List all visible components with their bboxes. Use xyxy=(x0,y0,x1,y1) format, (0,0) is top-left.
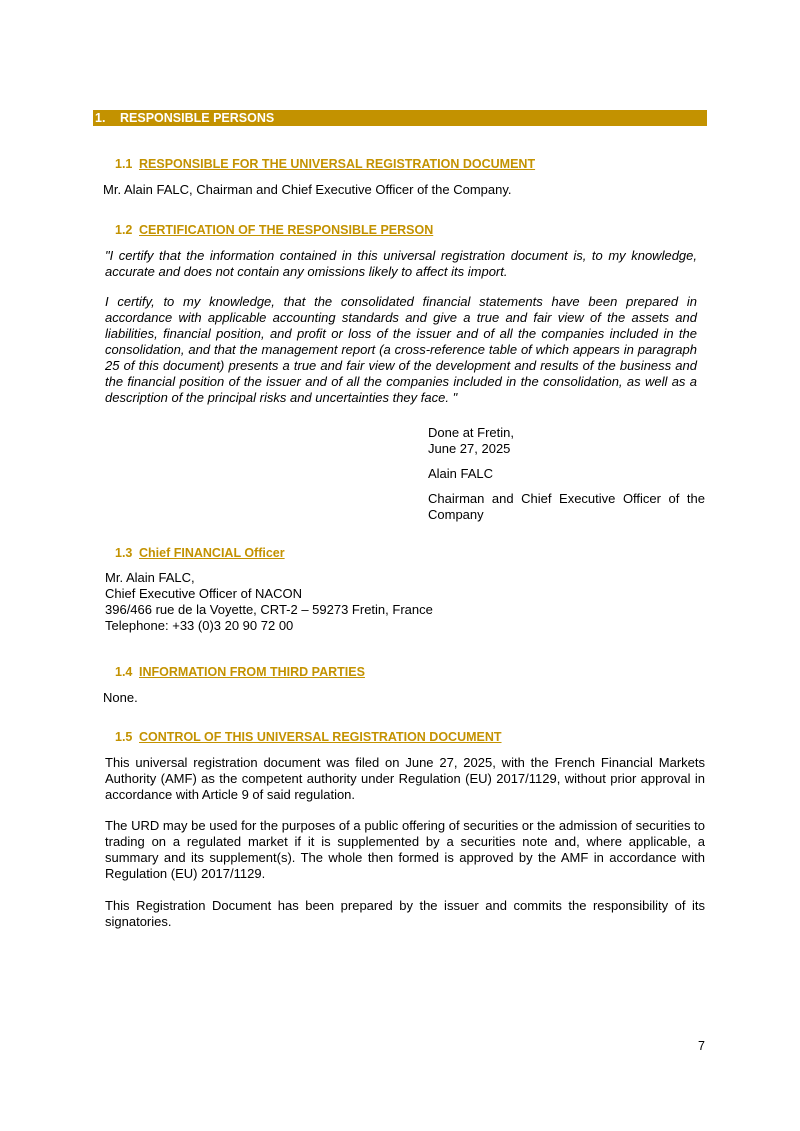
control-paragraph-1: This universal registration document was filed on June 27, 2025, with the French Financial Markets Authority (AMF) as the competent authority under Regulation (EU) 2017/1129, without prior approval in accordance with Article 9 of said regulation. xyxy=(105,755,705,802)
responsible-person-text: Mr. Alain FALC, Chairman and Chief Executive Officer of the Company. xyxy=(103,182,512,197)
cfo-title: Chief Executive Officer of NACON xyxy=(105,586,302,601)
section-header xyxy=(93,110,707,126)
subsection-title: INFORMATION FROM THIRD PARTIES xyxy=(139,665,365,679)
cfo-name: Mr. Alain FALC, xyxy=(105,570,195,585)
subsection-number: 1.2 xyxy=(115,223,133,237)
subsection-heading-1-4 xyxy=(115,664,365,680)
signature-role: Chairman and Chief Executive Officer of the Company xyxy=(428,491,705,522)
cfo-contact-block xyxy=(105,570,705,634)
subsection-heading-1-2 xyxy=(115,222,433,238)
subsection-number: 1.1 xyxy=(115,157,133,171)
signature-place: Done at Fretin, xyxy=(428,425,514,440)
control-paragraph-3: This Registration Document has been prepared by the issuer and commits the responsibility of its signatories. xyxy=(105,898,705,929)
control-paragraph-2: The URD may be used for the purposes of a public offering of securities or the admission of securities to trading on a regulated market if it is supplemented by a securities note and, where applicable, a summary and its supplement(s). The whole then formed is approved by the AMF in accordance with Regulation (EU) 2017/1129. xyxy=(105,818,705,881)
section-title: RESPONSIBLE PERSONS xyxy=(120,111,275,125)
subsection-number: 1.4 xyxy=(115,665,133,679)
third-parties-text: None. xyxy=(103,690,138,705)
subsection-number: 1.3 xyxy=(115,546,133,560)
subsection-number: 1.5 xyxy=(115,730,133,744)
section-number: 1. xyxy=(95,111,106,125)
page-number: 7 xyxy=(698,1039,705,1053)
subsection-title: Chief FINANCIAL Officer xyxy=(139,546,285,560)
subsection-heading-1-1 xyxy=(115,156,535,172)
signature-name: Alain FALC xyxy=(428,466,494,481)
signature-block xyxy=(428,425,705,523)
subsection-title: RESPONSIBLE FOR THE UNIVERSAL REGISTRATION DOCUMENT xyxy=(139,157,536,171)
cfo-telephone: Telephone: +33 (0)3 20 90 72 00 xyxy=(105,618,294,633)
certification-quote-1: "I certify that the information contained in this universal registration document is, to my knowledge, accurate and does not contain any omissions likely to affect its import. xyxy=(105,248,697,279)
subsection-heading-1-3 xyxy=(115,545,285,561)
subsection-title: CONTROL OF THIS UNIVERSAL REGISTRATION DOCUMENT xyxy=(139,730,502,744)
subsection-heading-1-5 xyxy=(115,729,502,745)
cfo-address: 396/466 rue de la Voyette, CRT-2 – 59273 Fretin, France xyxy=(105,602,433,617)
certification-quote-2: I certify, to my knowledge, that the consolidated financial statements have been prepared in accordance with applicable accounting standards and give a true and fair view of the assets and liabilities, financial position, and profit or loss of the issuer and of all the companies included in the consolidation, and that the management report (a cross-reference table of which appears in paragraph 25 of this document) presents a true and fair view of the development and results of the business and the financial position of the issuer and of all the companies included in the consolidation, as well as a description of the principal risks and uncertainties they face. " xyxy=(105,294,697,405)
subsection-title: CERTIFICATION OF THE RESPONSIBLE PERSON xyxy=(139,223,434,237)
signature-date: June 27, 2025 xyxy=(428,441,511,456)
